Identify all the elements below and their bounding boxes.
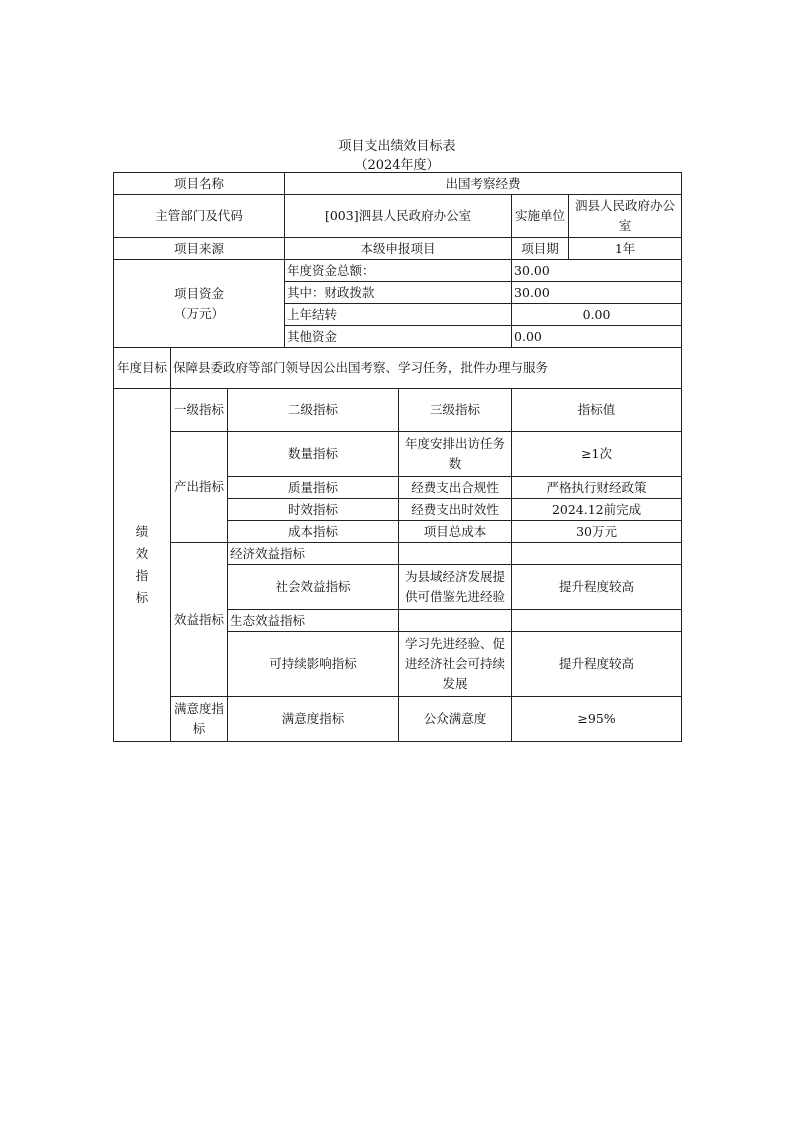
benefit-value: 提升程度较高 [512, 632, 682, 697]
benefit-l2: 社会效益指标 [228, 565, 399, 610]
output-value: 严格执行财经政策 [512, 477, 682, 499]
perf-label: 绩效指标 [135, 524, 149, 605]
project-name-value: 出国考察经费 [285, 173, 682, 195]
annual-goal-value: 保障县委政府等部门领导因公出国考察、学习任务，批件办理与服务 [171, 348, 682, 389]
benefit-l2: 生态效益指标 [228, 610, 399, 632]
impl-value: 泗县人民政府办公室 [569, 195, 682, 238]
benefit-label: 效益指标 [171, 543, 228, 697]
dept-value: [003]泗县人民政府办公室 [285, 195, 512, 238]
perf-label-cell [114, 389, 171, 742]
benefit-value [512, 543, 682, 565]
output-value: 30万元 [512, 521, 682, 543]
funds-total-label: 年度资金总额： [285, 260, 512, 282]
output-label: 产出指标 [171, 432, 228, 543]
benefit-l3: 学习先进经验、促进经济社会可持续发展 [399, 632, 512, 697]
funds-label-cell [114, 260, 285, 348]
benefit-l3: 为县域经济发展提供可借鉴先进经验 [399, 565, 512, 610]
funds-other-label: 其他资金 [285, 326, 512, 348]
satisfaction-l2: 满意度指标 [228, 697, 399, 742]
output-l3: 经费支出时效性 [399, 499, 512, 521]
output-l2: 时效指标 [228, 499, 399, 521]
satisfaction-value: ≥95% [512, 697, 682, 742]
output-l2: 数量指标 [228, 432, 399, 477]
benefit-l2: 可持续影响指标 [228, 632, 399, 697]
satisfaction-l3: 公众满意度 [399, 697, 512, 742]
benefit-l3 [399, 543, 512, 565]
output-l3: 年度安排出访任务数 [399, 432, 512, 477]
funds-total-value: 30.00 [512, 260, 682, 282]
benefit-l2: 经济效益指标 [228, 543, 399, 565]
output-l2: 质量指标 [228, 477, 399, 499]
period-value: 1年 [569, 238, 682, 260]
output-value: ≥1次 [512, 432, 682, 477]
funds-fiscal-value: 30.00 [512, 282, 682, 304]
funds-fiscal-label: 其中：财政拨款 [285, 282, 512, 304]
period-label: 项目期 [512, 238, 569, 260]
performance-target-table [113, 172, 682, 742]
benefit-value [512, 610, 682, 632]
funds-carry-value: 0.00 [512, 304, 682, 326]
document-subtitle: （2024年度） [354, 158, 440, 173]
output-value: 2024.12前完成 [512, 499, 682, 521]
output-l3: 经费支出合规性 [399, 477, 512, 499]
source-label: 项目来源 [114, 238, 285, 260]
funds-label: 项目资金 [174, 285, 225, 301]
output-l2: 成本指标 [228, 521, 399, 543]
funds-unit: （万元） [174, 305, 225, 321]
table-row [114, 697, 682, 742]
impl-label: 实施单位 [512, 195, 569, 238]
source-value: 本级申报项目 [285, 238, 512, 260]
table-row [114, 432, 682, 477]
satisfaction-label: 满意度指标 [171, 697, 228, 742]
header-level3: 三级指标 [399, 389, 512, 432]
header-level1: 一级指标 [171, 389, 228, 432]
dept-label: 主管部门及代码 [114, 195, 285, 238]
table-row [114, 543, 682, 565]
annual-goal-label: 年度目标 [114, 348, 171, 389]
funds-carry-label: 上年结转 [285, 304, 512, 326]
project-name-label: 项目名称 [114, 173, 285, 195]
benefit-value: 提升程度较高 [512, 565, 682, 610]
header-value: 指标值 [512, 389, 682, 432]
funds-other-value: 0.00 [512, 326, 682, 348]
benefit-l3 [399, 610, 512, 632]
document-title: 项目支出绩效目标表 [338, 139, 456, 154]
output-l3: 项目总成本 [399, 521, 512, 543]
header-level2: 二级指标 [228, 389, 399, 432]
